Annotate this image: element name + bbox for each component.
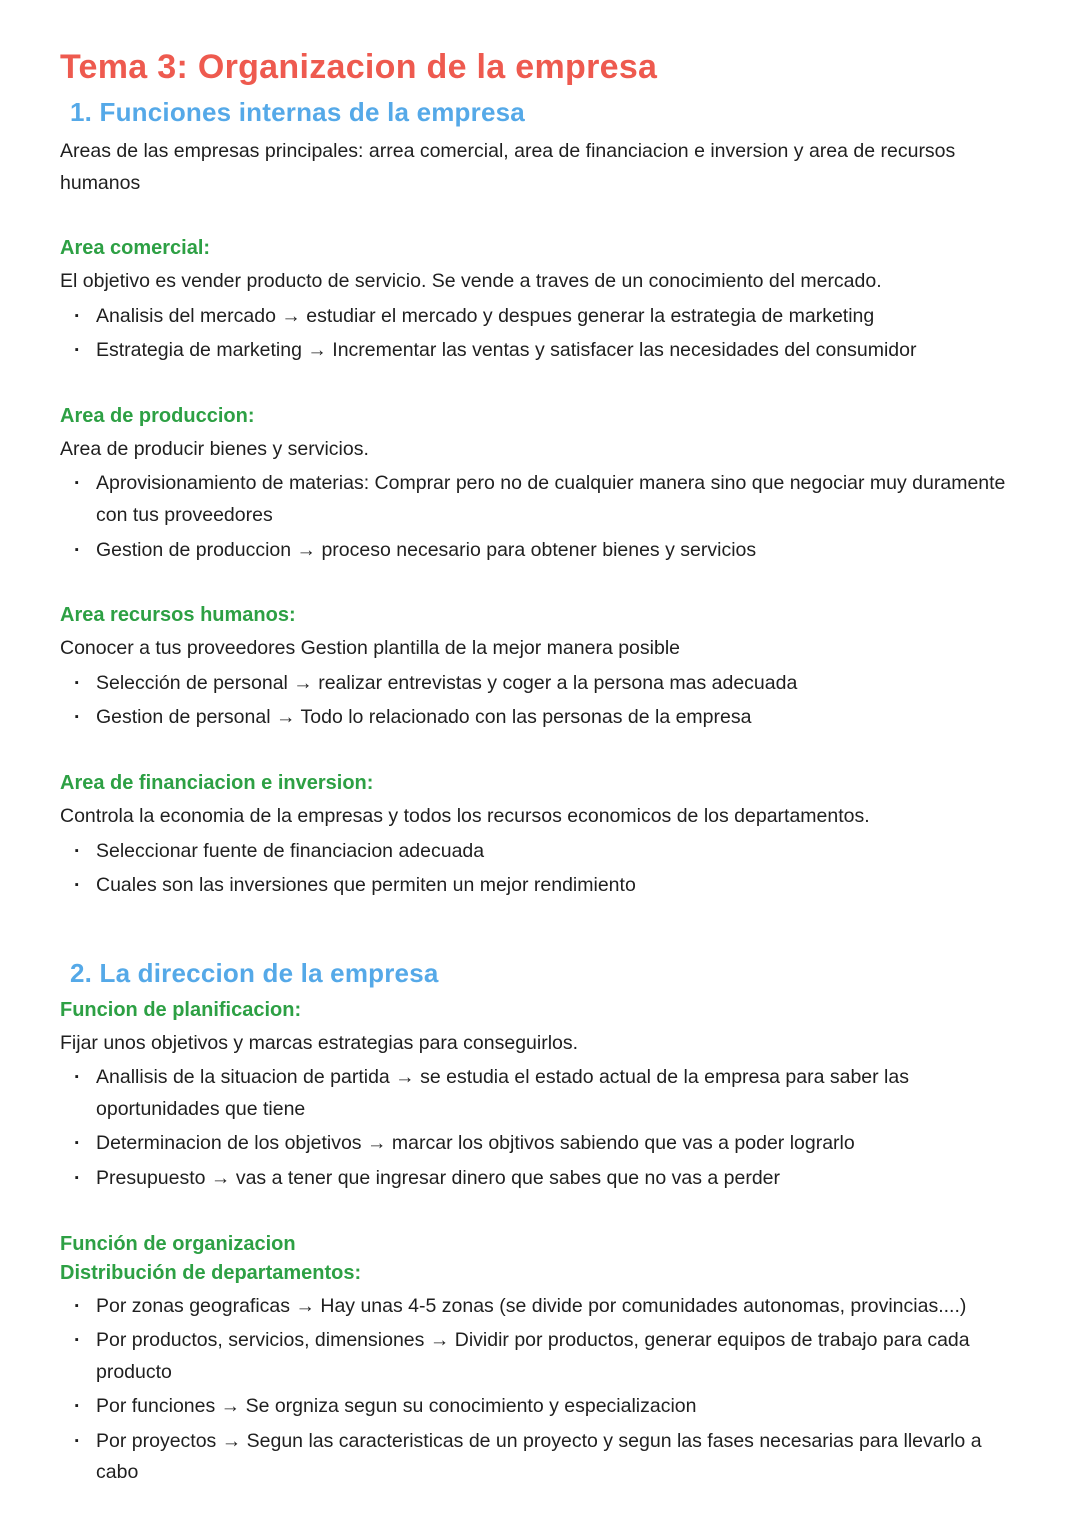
paragraph: Areas de las empresas principales: arrea comercial, area de financiacion e inversion y area de recursos humanos xyxy=(60,140,956,194)
bullet-dot-icon: · xyxy=(74,1429,81,1452)
bullet-text: Determinacion de los objetivos → marcar los objtivos sabiendo que vas a poder lograrlo xyxy=(96,1132,855,1155)
bullet-item xyxy=(60,668,1020,700)
bullet-item xyxy=(60,335,1020,367)
subsection-heading: Distribución de departamentos: xyxy=(60,1261,362,1284)
bullet-text: Por zonas geograficas → Hay unas 4-5 zonas (se divide por comunidades autonomas, provincias....) xyxy=(96,1294,967,1317)
bullet-item xyxy=(60,468,1020,531)
section-heading: 1. Funciones internas de la empresa xyxy=(70,97,525,127)
bullet-text: Analisis del mercado → estudiar el mercado y despues generar la estrategia de marketing xyxy=(96,304,875,327)
bullet-text: Gestion de personal → Todo lo relacionado con las personas de la empresa xyxy=(96,706,752,729)
subsection-heading: Area de financiacion e inversion: xyxy=(60,771,374,794)
subsection-heading: Area comercial: xyxy=(60,237,211,260)
bullet-dot-icon: · xyxy=(74,339,81,362)
bullet-item xyxy=(60,1291,1020,1323)
subsection-heading: Area recursos humanos: xyxy=(60,604,296,627)
bullet-item xyxy=(60,870,1020,902)
bullet-item xyxy=(60,1325,1020,1388)
subsection-heading: Funcion de planificacion: xyxy=(60,998,302,1021)
bullet-text: Seleccionar fuente de financiacion adecuada xyxy=(96,839,485,862)
bullet-text: Por productos, servicios, dimensiones → Dividir por productos, generar equipos de trabajo para cada producto xyxy=(96,1329,970,1383)
section-heading: 2. La direccion de la empresa xyxy=(70,957,439,988)
bullet-dot-icon: · xyxy=(74,472,81,495)
bullet-dot-icon: · xyxy=(74,538,81,561)
document-body xyxy=(60,48,1020,1489)
bullet-item xyxy=(60,535,1020,567)
bullet-dot-icon: · xyxy=(74,839,81,862)
bullet-item xyxy=(60,1391,1020,1423)
bullet-dot-icon: · xyxy=(74,706,81,729)
bullet-text: Por proyectos → Segun las caracteristicas de un proyecto y segun las fases necesarias para llevarlo a cabo xyxy=(96,1429,982,1484)
bullet-dot-icon: · xyxy=(74,1329,81,1352)
bullet-item xyxy=(60,1426,1020,1489)
paragraph: Fijar unos objetivos y marcas estrategias para conseguirlos. xyxy=(60,1031,579,1054)
bullet-dot-icon: · xyxy=(74,1166,81,1189)
paragraph: Area de producir bienes y servicios. xyxy=(60,437,369,460)
bullet-item xyxy=(60,836,1020,868)
paragraph: El objetivo es vender producto de servicio. Se vende a traves de un conocimiento del mercado. xyxy=(60,270,882,293)
bullet-dot-icon: · xyxy=(74,671,81,694)
bullet-text: Gestion de produccion → proceso necesario para obtener bienes y servicios xyxy=(96,538,757,561)
bullet-item xyxy=(60,1062,1020,1125)
bullet-item xyxy=(60,1163,1020,1195)
bullet-dot-icon: · xyxy=(74,304,81,327)
bullet-dot-icon: · xyxy=(74,1132,81,1155)
bullet-dot-icon: · xyxy=(74,874,81,897)
paragraph: Controla la economia de la empresas y todos los recursos economicos de los departamentos. xyxy=(60,804,870,827)
bullet-item xyxy=(60,702,1020,734)
bullet-dot-icon: · xyxy=(74,1294,81,1317)
bullet-text: Por funciones → Se orgniza segun su conocimiento y especializacion xyxy=(96,1395,697,1418)
bullet-dot-icon: · xyxy=(74,1395,81,1418)
bullet-text: Estrategia de marketing → Incrementar las ventas y satisfacer las necesidades del consumidor xyxy=(96,339,917,362)
bullet-text: Selección de personal → realizar entrevistas y coger a la persona mas adecuada xyxy=(96,671,798,694)
paragraph: Conocer a tus proveedores Gestion plantilla de la mejor manera posible xyxy=(60,637,681,660)
bullet-dot-icon: · xyxy=(74,1066,81,1089)
bullet-item xyxy=(60,1128,1020,1160)
document-title: Tema 3: Organizacion de la empresa xyxy=(60,48,658,86)
subsection-heading: Función de organizacion xyxy=(60,1232,296,1255)
bullet-item xyxy=(60,301,1020,333)
bullet-text: Anallisis de la situacion de partida → se estudia el estado actual de la empresa para saber las oportunidades que tiene xyxy=(96,1066,909,1120)
bullet-text: Cuales son las inversiones que permiten un mejor rendimiento xyxy=(96,874,636,897)
bullet-text: Presupuesto → vas a tener que ingresar dinero que sabes que no vas a perder xyxy=(96,1166,781,1189)
subsection-heading: Area de produccion: xyxy=(60,404,255,427)
bullet-text: Aprovisionamiento de materias: Comprar pero no de cualquier manera sino que negociar muy duramente con tus proveedores xyxy=(96,472,1006,527)
